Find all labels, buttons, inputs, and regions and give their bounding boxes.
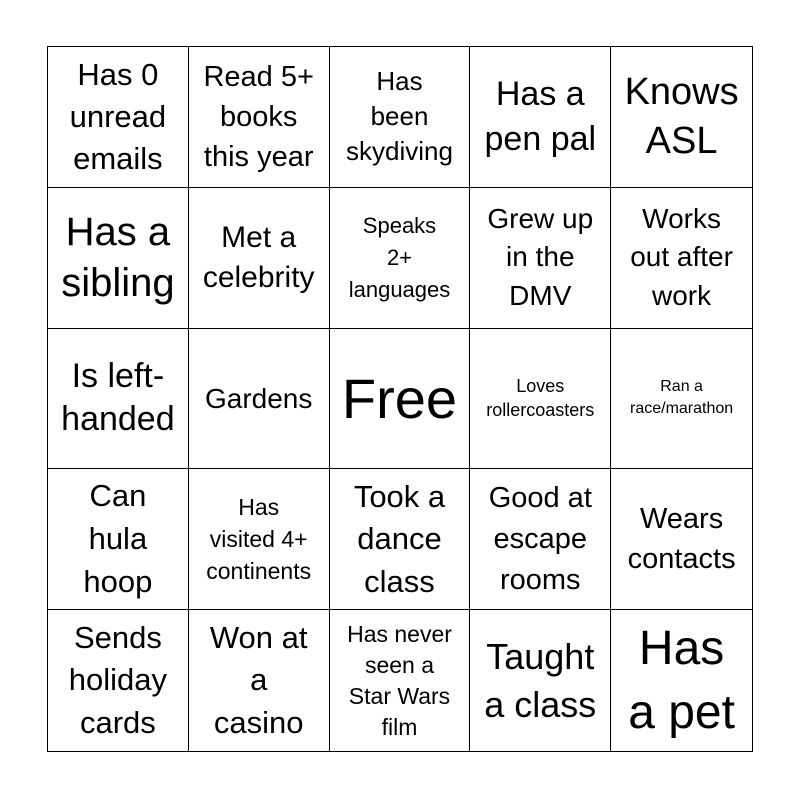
bingo-cell[interactable] bbox=[470, 469, 611, 610]
bingo-cell-text: Met a celebrity bbox=[202, 221, 315, 294]
bingo-cell[interactable] bbox=[48, 47, 189, 188]
bingo-cell[interactable] bbox=[189, 329, 330, 470]
bingo-cell[interactable] bbox=[470, 188, 611, 329]
bingo-cell[interactable] bbox=[330, 188, 471, 329]
bingo-cell-text: Grew up in the DMV bbox=[487, 202, 594, 311]
bingo-cell[interactable] bbox=[189, 47, 330, 188]
bingo-cell[interactable] bbox=[611, 329, 752, 470]
bingo-cell-text: Has visited 4+ continents bbox=[206, 494, 312, 585]
bingo-board bbox=[47, 46, 753, 752]
bingo-cell[interactable] bbox=[48, 469, 189, 610]
bingo-cell-free[interactable] bbox=[330, 329, 471, 470]
bingo-cell-text: Gardens bbox=[204, 382, 313, 414]
bingo-cell[interactable] bbox=[470, 329, 611, 470]
bingo-cell-text: Read 5+ books this year bbox=[203, 60, 314, 173]
bingo-cell[interactable] bbox=[470, 47, 611, 188]
bingo-cell[interactable] bbox=[48, 610, 189, 751]
bingo-cell[interactable] bbox=[470, 610, 611, 751]
bingo-cell-text: Good at escape rooms bbox=[488, 482, 592, 596]
bingo-cell-text: Won at a casino bbox=[209, 619, 308, 740]
bingo-cell-text: Is left- handed bbox=[61, 356, 175, 439]
bingo-cell[interactable] bbox=[48, 329, 189, 470]
bingo-cell[interactable] bbox=[48, 188, 189, 329]
bingo-cell[interactable] bbox=[330, 47, 471, 188]
bingo-cell[interactable] bbox=[189, 610, 330, 751]
bingo-cell-text: Free bbox=[341, 366, 458, 430]
bingo-cell[interactable] bbox=[611, 188, 752, 329]
bingo-cell-text: Speaks 2+ languages bbox=[348, 212, 451, 302]
bingo-cell[interactable] bbox=[330, 469, 471, 610]
bingo-cell-text: Took a dance class bbox=[353, 478, 446, 599]
bingo-cell-text: Works out after work bbox=[630, 202, 733, 311]
bingo-cell-text: Has been skydiving bbox=[346, 66, 453, 167]
bingo-cell[interactable] bbox=[189, 469, 330, 610]
bingo-cell[interactable] bbox=[611, 469, 752, 610]
bingo-cell-text: Has never seen a Star Wars film bbox=[347, 620, 452, 740]
bingo-cell-text: Ran a race/marathon bbox=[630, 378, 734, 418]
bingo-cell-text: Can hula hoop bbox=[83, 478, 153, 599]
bingo-cell[interactable] bbox=[189, 188, 330, 329]
bingo-cell[interactable] bbox=[611, 610, 752, 751]
bingo-cell-text: Has a pet bbox=[628, 622, 735, 739]
bingo-cell-text: Taught a class bbox=[484, 636, 597, 725]
bingo-cell-text: Loves rollercoasters bbox=[486, 376, 595, 421]
bingo-cell[interactable] bbox=[330, 610, 471, 751]
bingo-cell[interactable] bbox=[611, 47, 752, 188]
bingo-cell-text: Has 0 unread emails bbox=[69, 57, 167, 176]
bingo-cell-text: Knows ASL bbox=[624, 70, 739, 162]
bingo-cell-text: Has a pen pal bbox=[484, 75, 597, 158]
bingo-cell-text: Has a sibling bbox=[61, 209, 175, 305]
bingo-cell-text: Wears contacts bbox=[627, 503, 736, 576]
bingo-cell-text: Sends holiday cards bbox=[68, 619, 168, 740]
